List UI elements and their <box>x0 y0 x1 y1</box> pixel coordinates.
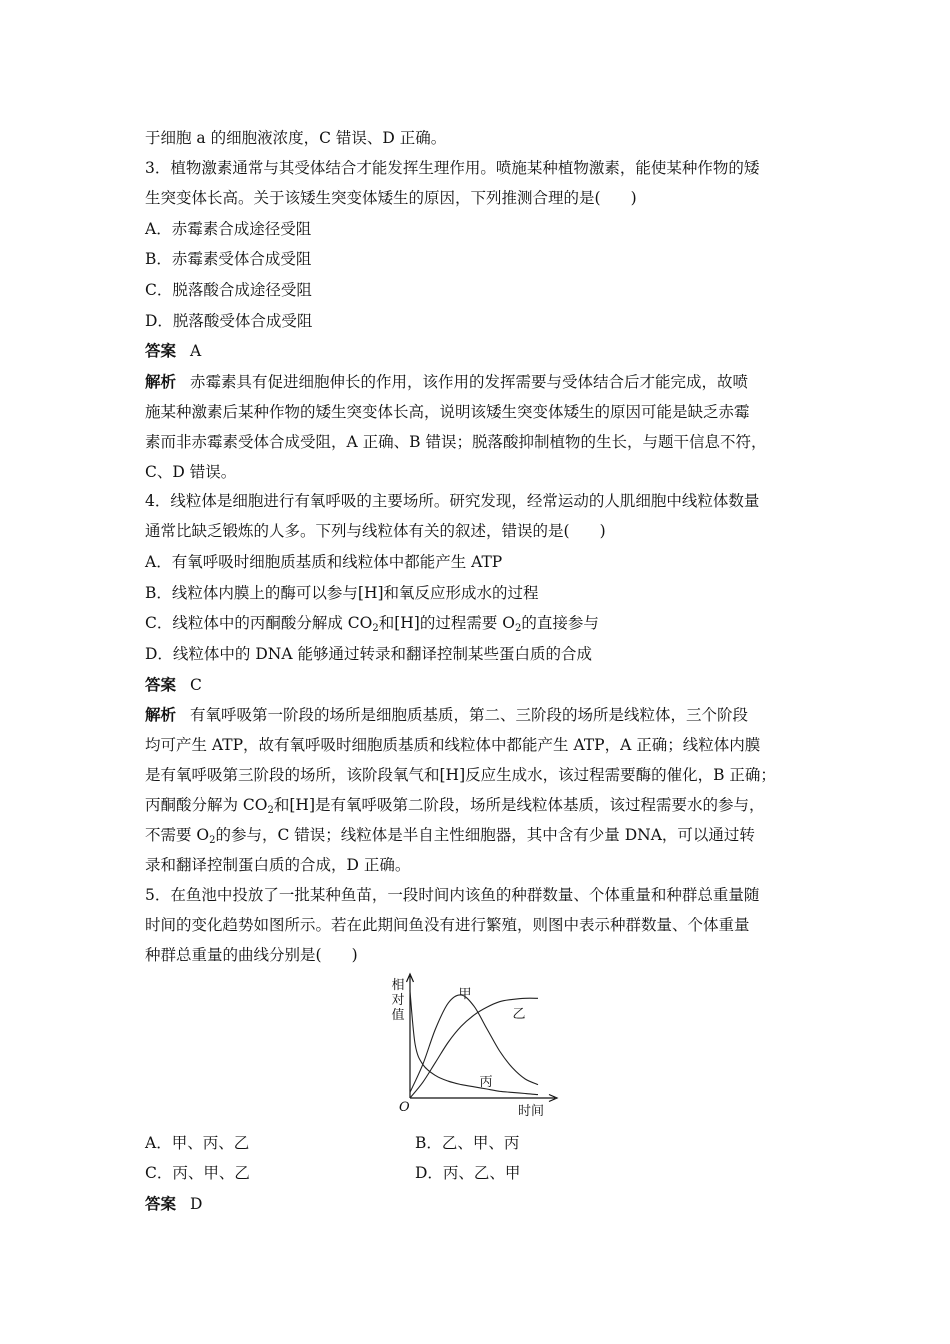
question-3-analysis-cont: 素而非赤霉素受体合成受阻，A 正确、B 错误；脱落酸抑制植物的生长，与题干信息不符， <box>145 433 767 451</box>
population-chart <box>385 972 560 1122</box>
text-line: 于细胞 a 的细胞液浓度，C 错误、D 正确。 <box>145 129 447 147</box>
question-3-option-a: A．赤霉素合成途径受阻 <box>145 220 312 238</box>
question-5-option-c: C．丙、甲、乙 <box>145 1164 250 1182</box>
question-5-stem: 5．在鱼池中投放了一批某种鱼苗，一段时间内该鱼的种群数量、个体重量和种群总重量随 <box>145 886 760 904</box>
question-3-analysis-cont: 施某种激素后某种作物的矮生突变体长高，说明该矮生突变体矮生的原因可能是缺乏赤霉 <box>145 403 750 421</box>
y-axis-label-char: 值 <box>391 1008 405 1023</box>
y-axis-label-char: 对 <box>391 993 405 1008</box>
series-label-bing: 丙 <box>479 1075 493 1090</box>
question-3-analysis: 解析 赤霉素具有促进细胞伸长的作用，该作用的发挥需要与受体结合后才能完成，故喷 <box>145 372 749 391</box>
question-4-stem: 4．线粒体是细胞进行有氧呼吸的主要场所。研究发现，经常运动的人肌细胞中线粒体数量 <box>145 492 760 510</box>
question-4-analysis-cont: 不需要 $O_2$的参与，C 错误；线粒体是半自主性细胞器，其中含有少量 DNA，可以通过转 <box>145 826 755 846</box>
question-3-analysis-cont: C、D 错误。 <box>145 463 237 481</box>
question-5-option-a: A．甲、丙、乙 <box>145 1134 250 1152</box>
question-4-answer: 答案 C <box>145 675 202 694</box>
question-4-analysis-cont: 录和翻译控制蛋白质的合成，D 正确。 <box>145 856 411 874</box>
question-4-option-c: C．线粒体中的丙酮酸分解成 $CO_2$和[H]的过程需要 $O_2$的直接参与 <box>145 614 599 634</box>
question-4-analysis-cont: 是有氧呼吸第三阶段的场所，该阶段氧气和[H]反应生成水，该过程需要酶的催化，B 正确； <box>145 766 776 784</box>
question-5-stem-cont: 时间的变化趋势如图所示。若在此期间鱼没有进行繁殖，则图中表示种群数量、个体重量 <box>145 916 750 934</box>
question-5-stem-cont: 种群总重量的曲线分别是( ) <box>145 946 358 964</box>
y-axis-label-char: 相 <box>391 978 405 993</box>
question-3-stem-cont: 生突变体长高。关于该矮生突变体矮生的原因，下列推测合理的是( ) <box>145 189 637 207</box>
question-5-answer: 答案 D <box>145 1194 203 1213</box>
question-4-stem-cont: 通常比缺乏锻炼的人多。下列与线粒体有关的叙述，错误的是( ) <box>145 522 606 540</box>
question-3-option-d: D．脱落酸受体合成受阻 <box>145 312 313 330</box>
question-4-option-d: D．线粒体中的 DNA 能够通过转录和翻译控制某些蛋白质的合成 <box>145 645 592 663</box>
series-label-yi: 乙 <box>512 1007 526 1022</box>
question-5-option-b: B．乙、甲、丙 <box>415 1134 520 1152</box>
origin-label: O <box>399 1100 410 1115</box>
question-4-analysis-cont: 均可产生 ATP，故有氧呼吸时细胞质基质和线粒体中都能产生 ATP，A 正确；线粒体内膜 <box>145 736 761 754</box>
question-4-analysis: 解析 有氧呼吸第一阶段的场所是细胞质基质，第二、三阶段的场所是线粒体，三个阶段 <box>145 705 749 724</box>
question-3-answer: 答案 A <box>145 341 202 360</box>
question-3-option-b: B．赤霉素受体合成受阻 <box>145 250 312 268</box>
series-label-jia: 甲 <box>458 987 472 1002</box>
question-5-option-d: D．丙、乙、甲 <box>415 1164 521 1182</box>
question-4-analysis-cont: 丙酮酸分解为 $CO_2$和[H]是有氧呼吸第二阶段，场所是线粒体基质，该过程需要水的参与， <box>145 796 765 816</box>
x-axis-label: 时间 <box>518 1104 545 1119</box>
question-3-option-c: C．脱落酸合成途径受阻 <box>145 281 312 299</box>
question-3-stem: 3．植物激素通常与其受体结合才能发挥生理作用。喷施某种植物激素，能使某种作物的矮 <box>145 159 760 177</box>
question-4-option-a: A．有氧呼吸时细胞质基质和线粒体中都能产生 ATP <box>145 553 503 571</box>
question-4-option-b: B．线粒体内膜上的酶可以参与[H]和氧反应形成水的过程 <box>145 584 539 602</box>
